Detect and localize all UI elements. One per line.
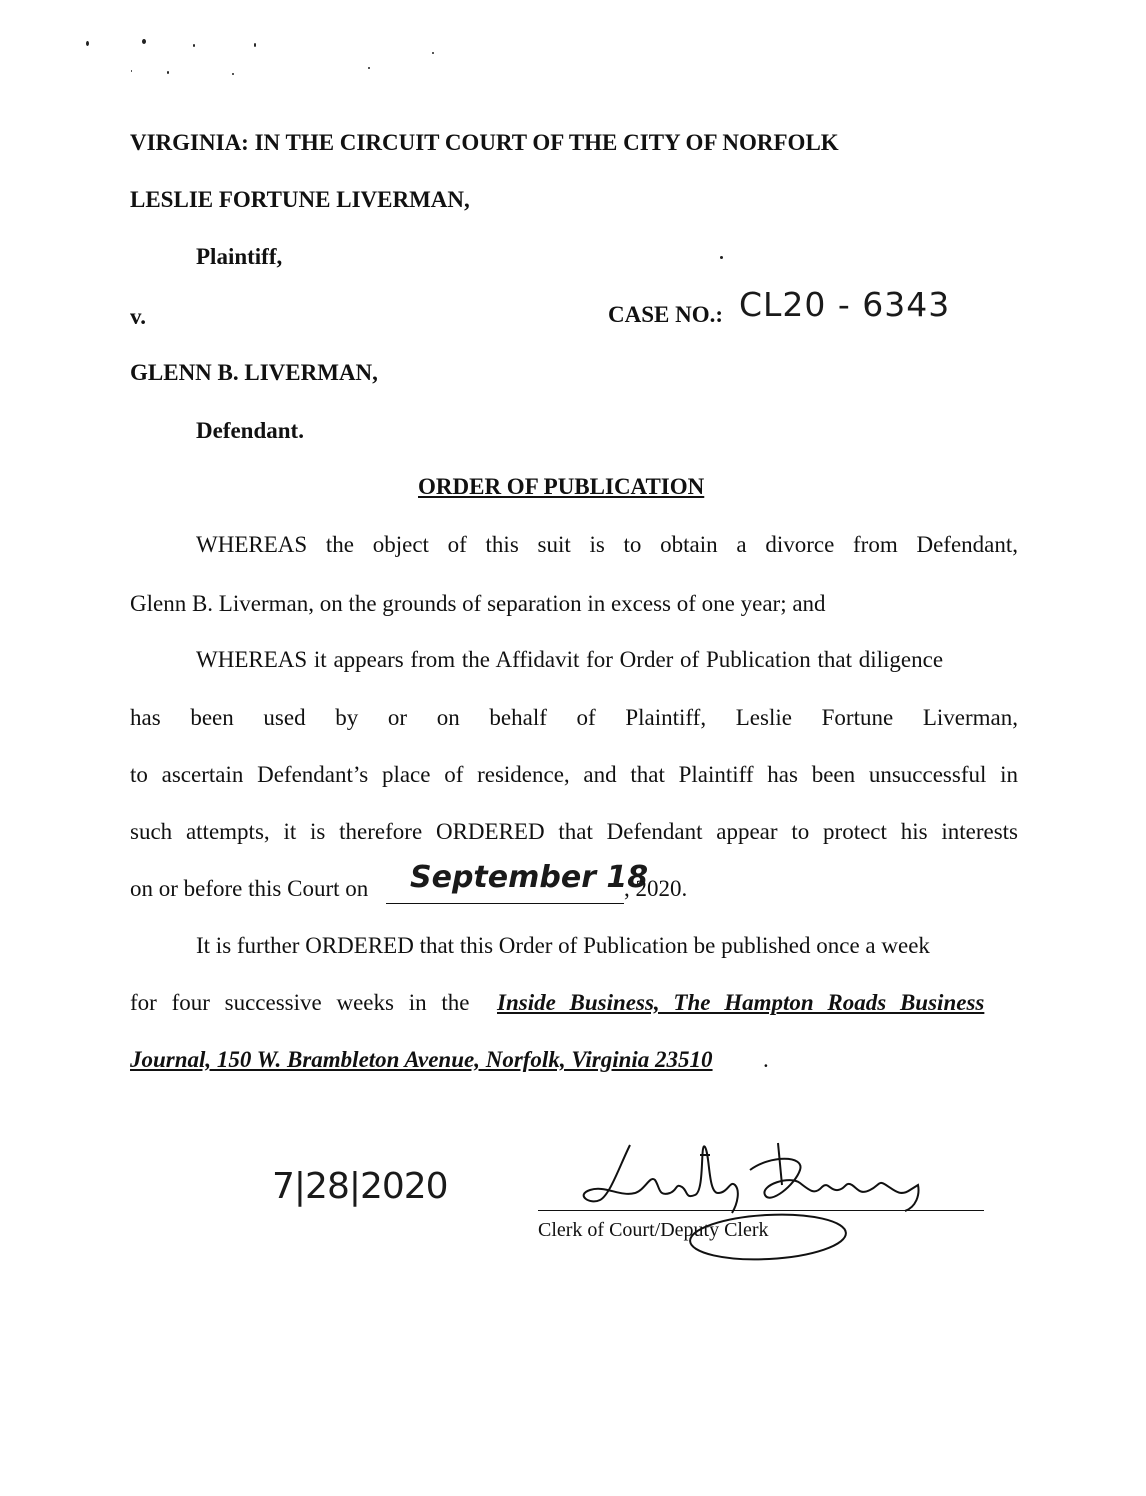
publication-name: Inside Business, The Hampton Roads Business [497, 990, 985, 1015]
handwritten-signature-date: 7|28|2020 [272, 1166, 448, 1207]
order-title: ORDER OF PUBLICATION [418, 474, 705, 499]
defendant-role: Defendant. [196, 418, 304, 443]
case-number-handwritten: CL20 - 6343 [739, 285, 951, 324]
handwritten-appearance-date: September 18 [410, 860, 649, 895]
paragraph-2-line-4: such attempts, it is therefore ORDERED that Defendant appear to protect his interests [130, 819, 1018, 844]
versus-label: v. [130, 304, 146, 329]
paragraph-2-line-5-suffix: , 2020. [624, 876, 688, 901]
signature-caption: Clerk of Court/Deputy Clerk [538, 1219, 769, 1241]
paragraph-2-line-5-prefix: on or before this Court on [130, 876, 369, 901]
paragraph-2-line-2: has been used by or on behalf of Plaintiff, Leslie Fortune Liverman, [130, 705, 1018, 730]
paragraph-1-line-1: WHEREAS the object of this suit is to obtain a divorce from Defendant, [196, 532, 1018, 557]
deputy-clerk-circle [683, 1205, 853, 1265]
date-blank-line [386, 903, 624, 904]
defendant-name: GLENN B. LIVERMAN, [130, 360, 378, 385]
paragraph-3-line-1: It is further ORDERED that this Order of Publication be published once a week [196, 933, 930, 958]
plaintiff-role: Plaintiff, [196, 244, 283, 269]
paragraph-1-line-2: Glenn B. Liverman, on the grounds of separation in excess of one year; and [130, 591, 826, 616]
paragraph-3-line-3-suffix: . [763, 1047, 769, 1072]
paragraph-3-line-2-prefix: for four successive weeks in the [130, 990, 470, 1015]
case-number-label: CASE NO.: [608, 302, 724, 327]
paragraph-2-line-1: WHEREAS it appears from the Affidavit for Order of Publication that diligence [196, 647, 944, 672]
court-heading: VIRGINIA: IN THE CIRCUIT COURT OF THE CITY OF NORFOLK [130, 130, 839, 155]
publication-address: Journal, 150 W. Brambleton Avenue, Norfolk, Virginia 23510 [130, 1047, 713, 1072]
paragraph-2-line-3: to ascertain Defendant’s place of residence, and that Plaintiff has been unsuccessful in [130, 762, 1018, 787]
plaintiff-name: LESLIE FORTUNE LIVERMAN, [130, 187, 470, 212]
